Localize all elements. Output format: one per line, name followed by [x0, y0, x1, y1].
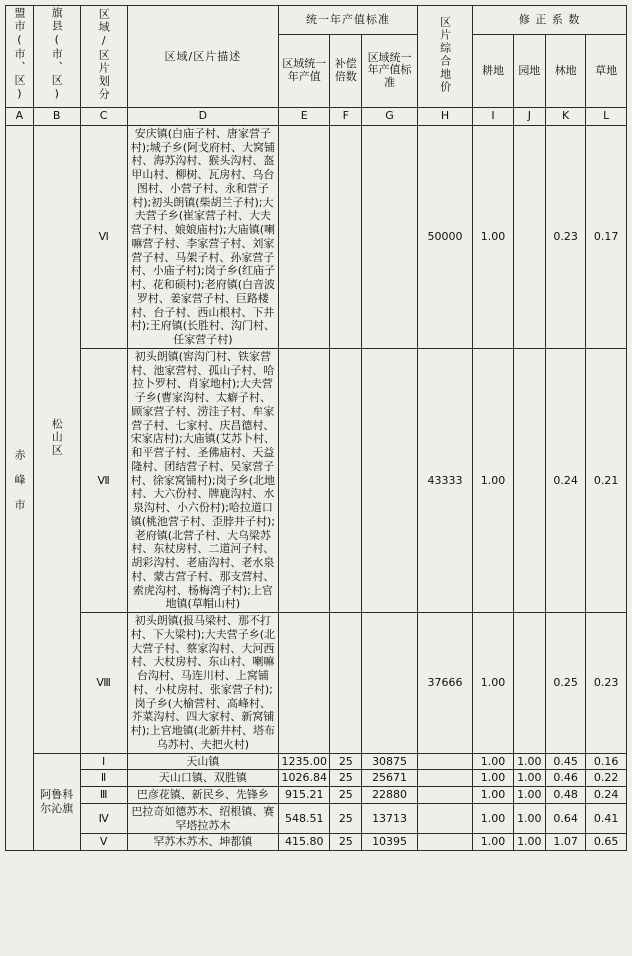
grass-cell: 0.17 — [586, 125, 627, 348]
header-col-d-label: 区域/区片描述 — [164, 49, 242, 63]
letter-a: A — [6, 107, 34, 125]
letter-f: F — [330, 107, 362, 125]
yield-cell — [279, 348, 330, 612]
table-row — [6, 787, 627, 804]
header-col-c-label: 区域/区片划分 — [97, 8, 111, 101]
zone-cell: Ⅰ — [80, 753, 127, 770]
forest-cell: 0.48 — [545, 787, 586, 804]
table-body — [6, 125, 627, 850]
letter-k: K — [545, 107, 586, 125]
county-label: 松山区 — [50, 417, 64, 457]
county-cell — [33, 753, 80, 851]
zone-cell: Ⅱ — [80, 770, 127, 787]
description-cell: 天山镇 — [127, 753, 279, 770]
yield-cell: 1235.00 — [279, 753, 330, 770]
forest-cell: 0.25 — [545, 613, 586, 754]
zone-cell: Ⅶ — [80, 348, 127, 612]
grass-cell: 0.16 — [586, 753, 627, 770]
multiplier-cell: 25 — [330, 753, 362, 770]
grass-cell: 0.24 — [586, 787, 627, 804]
table-row — [6, 753, 627, 770]
standard-cell: 10395 — [362, 834, 418, 851]
header-col-h — [417, 6, 472, 108]
header-col-a-label: 盟市(市、区) — [12, 7, 26, 102]
description-cell: 天山口镇、双胜镇 — [127, 770, 279, 787]
header-col-h-label: 区片综合地价 — [438, 15, 452, 94]
header-col-a — [6, 6, 34, 108]
farmland-cell: 1.00 — [473, 770, 514, 787]
header-col-e — [279, 34, 330, 107]
table-row — [6, 348, 627, 612]
table-row — [6, 770, 627, 787]
forest-cell: 0.23 — [545, 125, 586, 348]
price-cell: 37666 — [417, 613, 472, 754]
yield-cell: 1026.84 — [279, 770, 330, 787]
city-cell — [6, 125, 34, 850]
price-cell: 50000 — [417, 125, 472, 348]
letter-h: H — [417, 107, 472, 125]
table-row — [6, 125, 627, 348]
letter-g: G — [362, 107, 418, 125]
header-col-b-label: 旗县(市、区) — [50, 7, 64, 102]
zone-cell: Ⅴ — [80, 834, 127, 851]
header-group-yield: 统一年产值标准 — [279, 6, 418, 35]
header-col-g — [362, 34, 418, 107]
header-group-row — [6, 6, 627, 35]
city-label: 赤峰市 — [12, 448, 26, 524]
county-label: 阿鲁科尔沁旗 — [40, 788, 74, 815]
header-letter-row — [6, 107, 627, 125]
table-row — [6, 613, 627, 754]
header-col-k — [545, 34, 586, 107]
forest-cell: 0.46 — [545, 770, 586, 787]
grass-cell: 0.22 — [586, 770, 627, 787]
zone-cell: Ⅲ — [80, 787, 127, 804]
letter-b: B — [33, 107, 80, 125]
standard-cell — [362, 613, 418, 754]
farmland-cell: 1.00 — [473, 753, 514, 770]
table-row — [6, 803, 627, 834]
header-col-f — [330, 34, 362, 107]
description-cell: 初头朗镇(报马梁村、那不打村、下大梁村);大夫营子乡(北大营子村、蔡家沟村、大河西村、大杖房村、东山村、喇嘛台沟村、马连川村、上窝铺村、小杖房村、张家营子村);岗子乡(大榆营村、高峰村、芥菜沟村、四大家村、新窝铺村);上官地镇(北新井村、塔布乌苏村、夫把火村) — [127, 613, 279, 754]
letter-d: D — [127, 107, 279, 125]
yield-cell: 415.80 — [279, 834, 330, 851]
price-cell — [417, 834, 472, 851]
forest-cell: 1.07 — [545, 834, 586, 851]
garden-cell: 1.00 — [513, 834, 545, 851]
standard-cell — [362, 348, 418, 612]
garden-cell — [513, 348, 545, 612]
letter-e: E — [279, 107, 330, 125]
farmland-cell: 1.00 — [473, 348, 514, 612]
garden-cell: 1.00 — [513, 770, 545, 787]
multiplier-cell — [330, 125, 362, 348]
description-cell: 初头朗镇(窖沟门村、铁家营村、池家营村、孤山子村、哈拉卜罗村、肖家地村);大夫营子乡(曹家沟村、太癖子村、顾家营子村、涝洼子村、牟家营子村、七家村、庆昌德村、宋家店村);大庙镇(艾苏卜村、和平营子村、圣佛庙村、天益隆村、团结营子村、吴家营子村、徐家窝铺村);岗子乡(北地村、大六份村、牌鹿沟村、水泉沟村、小六份村);哈拉道口镇(桃池营子村、歪脖井子村);老府镇(北营子村、大乌梁苏村、东杖房村、二道河子村、胡彩沟村、老庙沟村、老水泉村、蒙古营子村、那支营村、索虎沟村、杨梅湾子村);上官地镇(草帽山村) — [127, 348, 279, 612]
county-cell — [33, 125, 80, 753]
forest-cell: 0.24 — [545, 348, 586, 612]
header-col-l — [586, 34, 627, 107]
description-cell: 巴彦花镇、新民乡、先锋乡 — [127, 787, 279, 804]
standard-cell: 13713 — [362, 803, 418, 834]
standard-cell: 30875 — [362, 753, 418, 770]
standard-cell: 25671 — [362, 770, 418, 787]
multiplier-cell: 25 — [330, 834, 362, 851]
header-col-e-label: 区域统一年产值 — [282, 57, 327, 83]
farmland-cell: 1.00 — [473, 125, 514, 348]
header-col-i-label: 耕地 — [482, 63, 505, 77]
zone-cell: Ⅳ — [80, 803, 127, 834]
yield-cell: 915.21 — [279, 787, 330, 804]
letter-c: C — [80, 107, 127, 125]
garden-cell — [513, 125, 545, 348]
header-col-b — [33, 6, 80, 108]
price-cell — [417, 753, 472, 770]
farmland-cell: 1.00 — [473, 613, 514, 754]
description-cell: 巴拉奇如德苏木、绍根镇、赛罕塔拉苏木 — [127, 803, 279, 834]
multiplier-cell — [330, 348, 362, 612]
header-col-j — [513, 34, 545, 107]
header-group-correction: 修 正 系 数 — [473, 6, 627, 35]
farmland-cell: 1.00 — [473, 803, 514, 834]
grass-cell: 0.41 — [586, 803, 627, 834]
yield-cell — [279, 125, 330, 348]
multiplier-cell: 25 — [330, 787, 362, 804]
multiplier-cell: 25 — [330, 803, 362, 834]
letter-i: I — [473, 107, 514, 125]
zone-cell: Ⅷ — [80, 613, 127, 754]
multiplier-cell: 25 — [330, 770, 362, 787]
header-col-g-label: 区域统一年产值标准 — [367, 50, 412, 90]
description-cell: 罕苏木苏木、坤都镇 — [127, 834, 279, 851]
grass-cell: 0.23 — [586, 613, 627, 754]
forest-cell: 0.64 — [545, 803, 586, 834]
header-col-c — [80, 6, 127, 108]
forest-cell: 0.45 — [545, 753, 586, 770]
standard-cell — [362, 125, 418, 348]
header-col-i — [473, 34, 514, 107]
price-cell — [417, 770, 472, 787]
price-cell — [417, 787, 472, 804]
letter-l: L — [586, 107, 627, 125]
price-cell: 43333 — [417, 348, 472, 612]
garden-cell: 1.00 — [513, 753, 545, 770]
grass-cell: 0.21 — [586, 348, 627, 612]
yield-cell: 548.51 — [279, 803, 330, 834]
yield-cell — [279, 613, 330, 754]
letter-j: J — [513, 107, 545, 125]
table-row — [6, 834, 627, 851]
garden-cell: 1.00 — [513, 803, 545, 834]
price-cell — [417, 803, 472, 834]
header-col-d — [127, 6, 279, 108]
multiplier-cell — [330, 613, 362, 754]
standard-cell: 22880 — [362, 787, 418, 804]
header-col-l-label: 草地 — [595, 63, 618, 77]
garden-cell — [513, 613, 545, 754]
table-header — [6, 6, 627, 126]
description-cell: 安庆镇(白庙子村、唐家营子村);城子乡(阿戈府村、大窝铺村、海苏沟村、猴头沟村、盔甲山村、柳树、瓦房村、乌台图村、小营子村、永和营子村);初头朗镇(柴胡兰子村);大夫营子乡(崔家营子村、大夫营子村、娘娘庙村);大庙镇(喇嘛营子村、李家营子村、刘家营子村、马架子村、孙家营子村、小庙子村);岗子乡(红庙子村、花和硕村);老府镇(白音波罗村、姜家营子村、巨路楼村、台子村、西山根村、下井村);王府镇(长胜村、沟门村、任家营子村) — [127, 125, 279, 348]
farmland-cell: 1.00 — [473, 834, 514, 851]
header-col-f-label: 补偿倍数 — [334, 57, 357, 83]
farmland-cell: 1.00 — [473, 787, 514, 804]
header-col-j-label: 园地 — [518, 63, 541, 77]
header-col-k-label: 林地 — [554, 63, 577, 77]
garden-cell: 1.00 — [513, 787, 545, 804]
zone-cell: Ⅵ — [80, 125, 127, 348]
grass-cell: 0.65 — [586, 834, 627, 851]
land-price-table — [5, 5, 627, 851]
